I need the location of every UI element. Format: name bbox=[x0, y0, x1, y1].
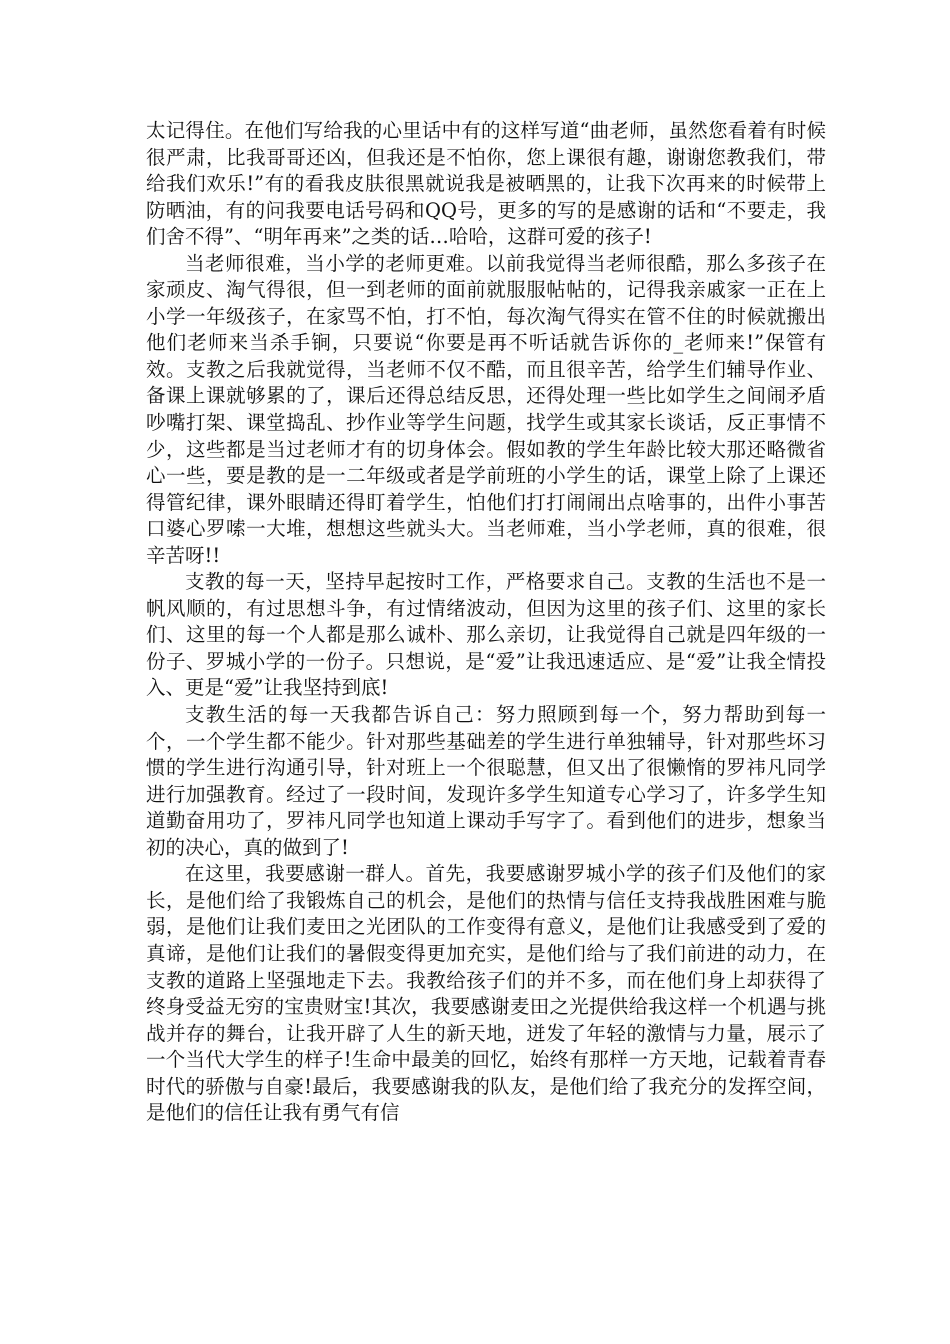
paragraph: 支教生活的每一天我都告诉自己：努力照顾到每一个，努力帮助到每一个，一个学生都不能少。针对那些基础差的学生进行单独辅导，针对那些坏习惯的学生进行沟通引导，针对班上一个很聪慧，但又出了很懒惰的罗祎凡同学进行加强教育。经过了一段时间，发现许多学生知道专心学习了，许多学生知道勤奋用功了，罗祎凡同学也知道上课动手写字了。看到他们的进步，想象当初的决心，真的做到了! bbox=[146, 703, 826, 859]
paragraph: 太记得住。在他们写给我的心里话中有的这样写道“曲老师，虽然您看着有时候很严肃，比我哥哥还凶，但我还是不怕你，您上课很有趣，谢谢您教我们，带给我们欢乐!”有的看我皮肤很黑就说我是被晒黑的，让我下次再来的时候带上防晒油，有的问我要电话号码和QQ号，更多的写的是感谢的话和“不要走，我们舍不得”、“明年再来”之类的话…哈哈，这群可爱的孩子! bbox=[146, 119, 826, 249]
document-page bbox=[146, 118, 826, 1127]
paragraph: 当老师很难，当小学的老师更难。以前我觉得当老师很酷，那么多孩子在家顽皮、淘气得很，但一到老师的面前就服服帖帖的，记得我亲戚家一正在上小学一年级孩子，在家骂不怕，打不怕，每次淘气得实在管不住的时候就搬出他们老师来当杀手锏，只要说“你要是再不听话就告诉你的_老师来!”保管有效。支教之后我就觉得，当老师不仅不酷，而且很辛苦，给学生们辅导作业、备课上课就够累的了，课后还得总结反思，还得处理一些比如学生之间闹矛盾吵嘴打架、课堂捣乱、抄作业等学生问题，找学生或其家长谈话，反正事情不少，这些都是当过老师才有的切身体会。假如教的学生年龄比较大那还略微省心一些，要是教的是一二年级或者是学前班的小学生的话，课堂上除了上课还得管纪律，课外眼睛还得盯着学生，怕他们打打闹闹出点啥事的，出件小事苦口婆心罗嗦一大堆，想想这些就头大。当老师难，当小学老师，真的很难，很辛苦呀!! bbox=[146, 251, 826, 567]
paragraph: 支教的每一天，坚持早起按时工作，严格要求自己。支教的生活也不是一帆风顺的，有过思想斗争，有过情绪波动，但因为这里的孩子们、这里的家长们、这里的每一个人都是那么诚朴、那么亲切，让我觉得自己就是四年级的一份子、罗城小学的一份子。只想说，是“爱”让我迅速适应、是“爱”让我全情投入、更是“爱”让我坚持到底! bbox=[146, 570, 826, 700]
paragraph: 在这里，我要感谢一群人。首先，我要感谢罗城小学的孩子们及他们的家长，是他们给了我锻炼自己的机会，是他们的热情与信任支持我战胜困难与脆弱，是他们让我们麦田之光团队的工作变得有意义，是他们让我感受到了爱的真谛，是他们让我们的暑假变得更加充实，是他们给与了我们前进的动力，在支教的道路上坚强地走下去。我教给孩子们的并不多，而在他们身上却获得了终身受益无穷的宝贵财宝!其次，我要感谢麦田之光提供给我这样一个机遇与挑战并存的舞台，让我开辟了人生的新天地，迸发了年轻的激情与力量，展示了一个当代大学生的样子!生命中最美的回忆，始终有那样一方天地，记载着青春时代的骄傲与自豪!最后，我要感谢我的队友，是他们给了我充分的发挥空间，是他们的信任让我有勇气有信 bbox=[146, 862, 826, 1125]
